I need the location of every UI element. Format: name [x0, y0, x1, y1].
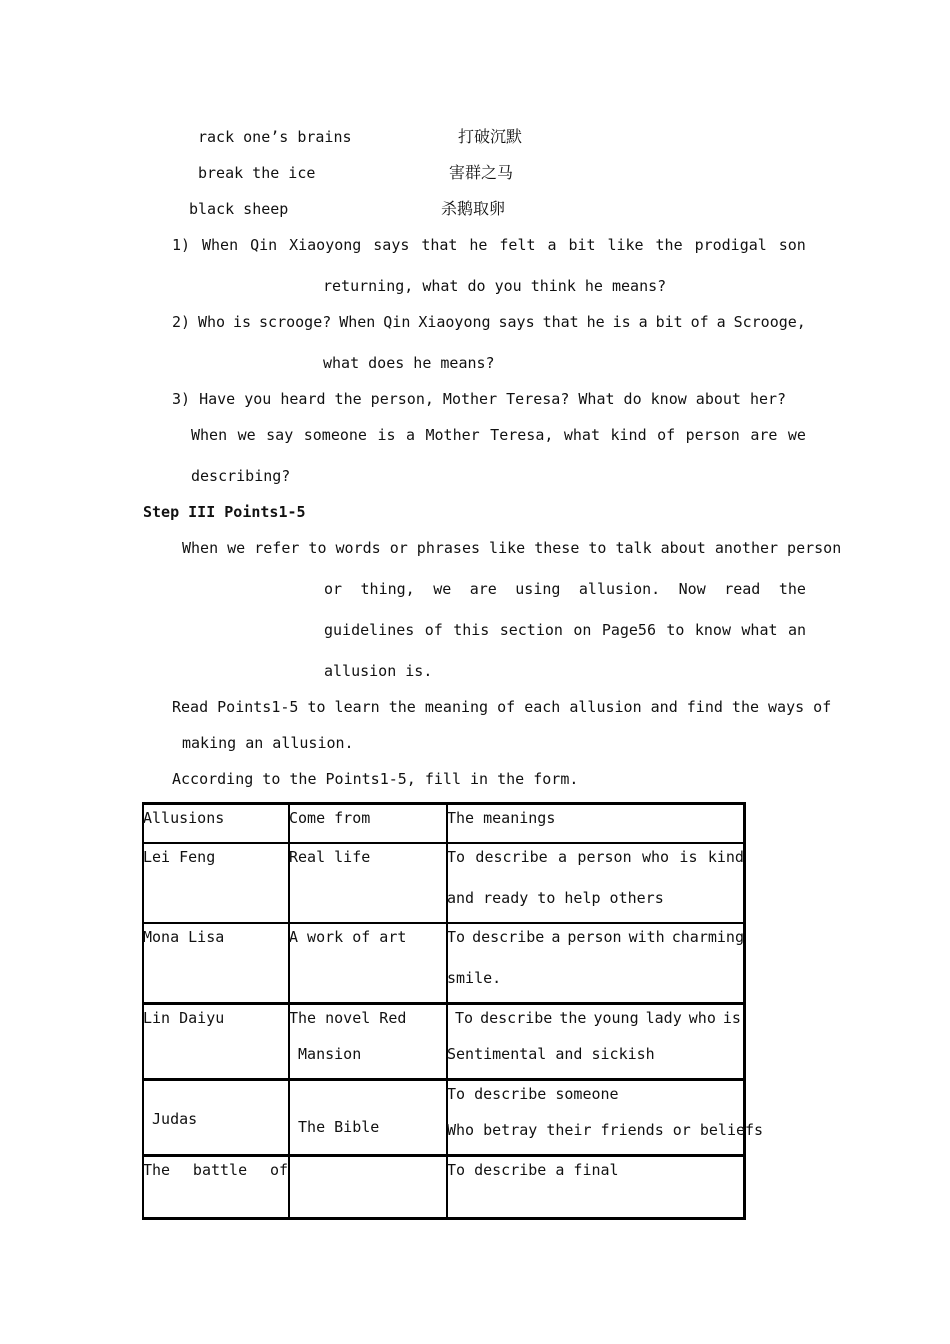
word: says [498, 313, 535, 331]
word: Xiaoyong [418, 313, 491, 331]
intro-line-3 [324, 620, 806, 640]
word: we [237, 426, 256, 444]
table-cell-meaning-line-1: To describe a final [447, 1161, 619, 1179]
word: is [679, 848, 698, 866]
word: using [515, 580, 561, 598]
word: describe [472, 928, 545, 946]
word: person [577, 848, 632, 866]
word: we [787, 426, 806, 444]
word: he [469, 236, 488, 254]
step-heading: Step III Points1-5 [143, 503, 306, 521]
word: of [690, 313, 709, 331]
word: To [447, 848, 466, 866]
word: Teresa, [490, 426, 554, 444]
word: to [666, 621, 685, 639]
word: a [547, 236, 557, 254]
word: person [567, 928, 622, 946]
word: know [694, 621, 731, 639]
word: a [638, 313, 648, 331]
word: read [724, 580, 761, 598]
word: Qin [383, 313, 411, 331]
word: battle [192, 1161, 248, 1179]
table-cell-from: Real life [289, 848, 371, 866]
table-cell-allusion: Lei Feng [143, 848, 216, 866]
table-cell-allusion: Mona Lisa [143, 928, 225, 946]
word: the [559, 1009, 587, 1027]
table-cell-allusion: Judas [143, 1110, 198, 1128]
word: To [455, 1009, 474, 1027]
table-cell-meaning-line-1 [455, 1008, 741, 1028]
word: that [542, 313, 579, 331]
word: of [269, 1161, 288, 1179]
word: Mother [425, 426, 480, 444]
word: When [202, 236, 239, 254]
word: is [722, 1009, 741, 1027]
word: Now [678, 580, 706, 598]
table-cell-allusion: Lin Daiyu [143, 1009, 225, 1027]
word: an [787, 621, 806, 639]
word: describe [475, 848, 548, 866]
word: The [143, 1161, 171, 1179]
word: of [657, 426, 676, 444]
word: charming [671, 928, 744, 946]
word: what [741, 621, 778, 639]
word: a [558, 848, 568, 866]
word: allusion. [578, 580, 661, 598]
vocab-cn-2: 害群之马 [449, 163, 514, 182]
vocab-en-3: black sheep [189, 200, 289, 218]
word: 1) [172, 236, 191, 254]
word: Xiaoyong [289, 236, 362, 254]
table-cell-meaning-line-1 [447, 927, 744, 947]
read-points-line-2: making an allusion. [182, 734, 354, 752]
word: felt [499, 236, 536, 254]
table-cell-meaning-line-1: To describe someone [447, 1085, 619, 1103]
word: When [339, 313, 376, 331]
intro-line-4: allusion is. [324, 662, 433, 680]
word: who [688, 1009, 716, 1027]
table-cell-meaning-line-2: smile. [447, 969, 502, 987]
word: the [778, 580, 806, 598]
word: someone [303, 426, 367, 444]
word: bit [655, 313, 683, 331]
fill-form-instruction: According to the Points1-5, fill in the form. [172, 770, 579, 788]
table-cell-meaning-line-2: Who betray their friends or beliefs [447, 1121, 764, 1139]
table-rule [142, 922, 746, 924]
word: like [607, 236, 644, 254]
word: person [685, 426, 740, 444]
table-cell-from-line-2: Mansion [289, 1045, 362, 1063]
read-points-line-1: Read Points1-5 to learn the meaning of each allusion and find the ways of [172, 698, 832, 716]
word: Scrooge, [733, 313, 806, 331]
intro-line-1: When we refer to words or phrases like these to talk about another person [182, 539, 842, 557]
question-1-line-2: returning, what do you think he means? [323, 277, 667, 295]
allusions-table [142, 802, 764, 1220]
intro-line-2 [324, 579, 806, 599]
word: on [573, 621, 592, 639]
word: kind [707, 848, 744, 866]
table-cell-meaning-line-1 [447, 847, 744, 867]
word: of [424, 621, 443, 639]
table-rule [142, 1154, 746, 1157]
word: who [641, 848, 670, 866]
word: a [551, 928, 561, 946]
vocab-cn-1: 打破沉默 [458, 127, 523, 146]
word: a [716, 313, 726, 331]
word: guidelines [324, 621, 415, 639]
table-rule [142, 1002, 746, 1005]
table-rule [142, 802, 746, 805]
word: what [563, 426, 600, 444]
table-rule [142, 1217, 746, 1220]
word: or [324, 580, 343, 598]
word: bit [568, 236, 596, 254]
word: this [453, 621, 490, 639]
word: son [778, 236, 806, 254]
word: are [750, 426, 778, 444]
table-cell-meaning-line-2: and ready to help others [447, 889, 664, 907]
word: the [655, 236, 683, 254]
question-3-line-2 [191, 425, 806, 445]
word: are [469, 580, 497, 598]
question-2-line-2: what does he means? [323, 354, 495, 372]
word: lady [645, 1009, 682, 1027]
word: prodigal [694, 236, 767, 254]
word: says [373, 236, 410, 254]
word: is [612, 313, 631, 331]
word: we [433, 580, 452, 598]
word: Qin [250, 236, 278, 254]
word: describe [480, 1009, 553, 1027]
header-come-from: Come from [289, 809, 371, 827]
word: kind [610, 426, 647, 444]
vocab-cn-3: 杀鹅取卵 [441, 199, 506, 218]
word: To [447, 928, 466, 946]
table-rule [142, 1078, 746, 1081]
vocab-en-2: break the ice [198, 164, 316, 182]
word: young [593, 1009, 639, 1027]
table-cell-allusion [143, 1160, 288, 1180]
word: is [377, 426, 396, 444]
word: scrooge? [259, 313, 332, 331]
word: When [191, 426, 228, 444]
table-cell-from: The Bible [289, 1118, 380, 1136]
vocab-en-1: rack one’s brains [198, 128, 352, 146]
word: with [628, 928, 665, 946]
header-meanings: The meanings [447, 809, 556, 827]
word: section [499, 621, 563, 639]
word: Page56 [601, 621, 656, 639]
word: is [233, 313, 252, 331]
table-cell-from: A work of art [289, 928, 407, 946]
word: 2) [172, 313, 191, 331]
word: Who [198, 313, 226, 331]
table-rule [142, 842, 746, 844]
question-3-line-1: 3) Have you heard the person, Mother Teresa? What do know about her? [172, 390, 787, 408]
word: thing, [360, 580, 415, 598]
table-cell-meaning-line-2: Sentimental and sickish [447, 1045, 655, 1063]
word: a [405, 426, 416, 444]
word: he [586, 313, 605, 331]
question-2-line-1 [172, 312, 806, 332]
table-cell-from-line-1: The novel Red [289, 1009, 407, 1027]
word: that [421, 236, 458, 254]
header-allusions: Allusions [143, 809, 225, 827]
word: say [266, 426, 294, 444]
question-3-line-3: describing? [191, 467, 291, 485]
question-1-line-1 [172, 235, 806, 255]
